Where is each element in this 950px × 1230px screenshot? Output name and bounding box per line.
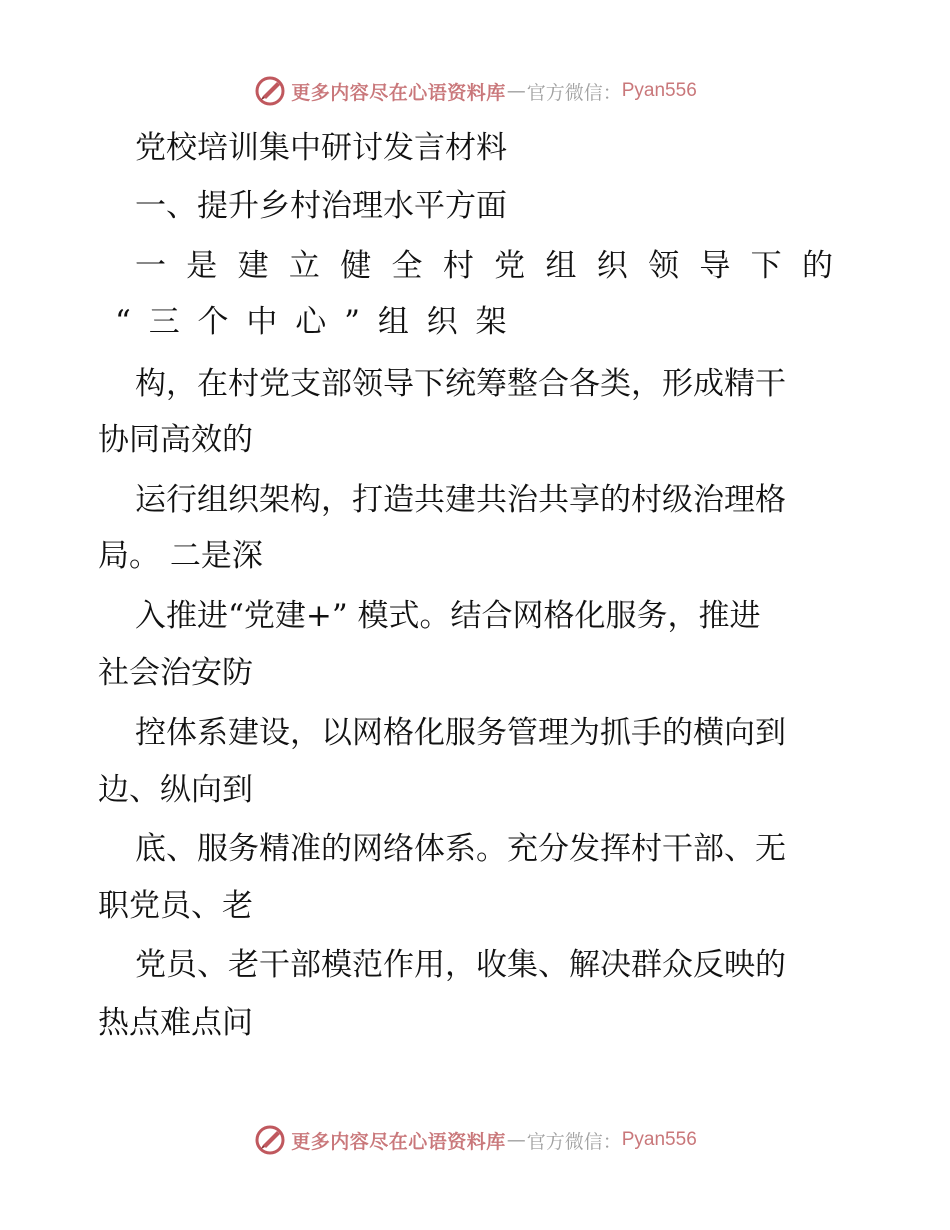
text-line: 边、纵向到 — [98, 772, 253, 808]
banner-separator: — — [506, 80, 526, 102]
text-line: 热点难点问 — [98, 1005, 253, 1041]
header-banner — [0, 71, 950, 111]
text-line: 底、服务精准的网络体系。充分发挥村干部、无 — [135, 831, 786, 867]
text-line: 职党员、老 — [98, 888, 253, 924]
text-line: “ 三 个 中 心 ” 组 织 架 — [115, 304, 507, 340]
wechat-id: Pyan556 — [621, 80, 697, 101]
brand-text: 更多内容尽在心语资料库 — [291, 1130, 506, 1153]
wechat-label: 官方微信： — [526, 1130, 622, 1153]
logo-icon — [253, 74, 287, 108]
text-line: 协同高效的 — [98, 422, 253, 458]
footer-banner — [0, 1120, 950, 1160]
text-line: 入推进“党建+” 模式。结合网格化服务，推进 — [135, 598, 761, 634]
section-heading: 一、提升乡村治理水平方面 — [135, 188, 507, 224]
text-line: 一 是 建 立 健 全 村 党 组 织 领 导 下 的 — [135, 248, 833, 284]
wechat-label: 官方微信： — [526, 81, 622, 104]
text-line: 控体系建设，以网格化服务管理为抓手的横向到 — [135, 715, 786, 751]
text-line: 党员、老干部模范作用，收集、解决群众反映的 — [135, 947, 786, 983]
text-line: 构，在村党支部领导下统筹整合各类，形成精干 — [135, 366, 786, 402]
document-title: 党校培训集中研讨发言材料 — [135, 130, 507, 166]
banner-separator: — — [506, 1129, 526, 1151]
text-line: 局。 二是深 — [98, 538, 263, 574]
text-line: 社会治安防 — [98, 655, 253, 691]
logo-icon — [253, 1123, 287, 1157]
brand-text: 更多内容尽在心语资料库 — [291, 81, 506, 104]
text-line: 运行组织架构，打造共建共治共享的村级治理格 — [135, 482, 786, 518]
wechat-id: Pyan556 — [621, 1129, 697, 1150]
